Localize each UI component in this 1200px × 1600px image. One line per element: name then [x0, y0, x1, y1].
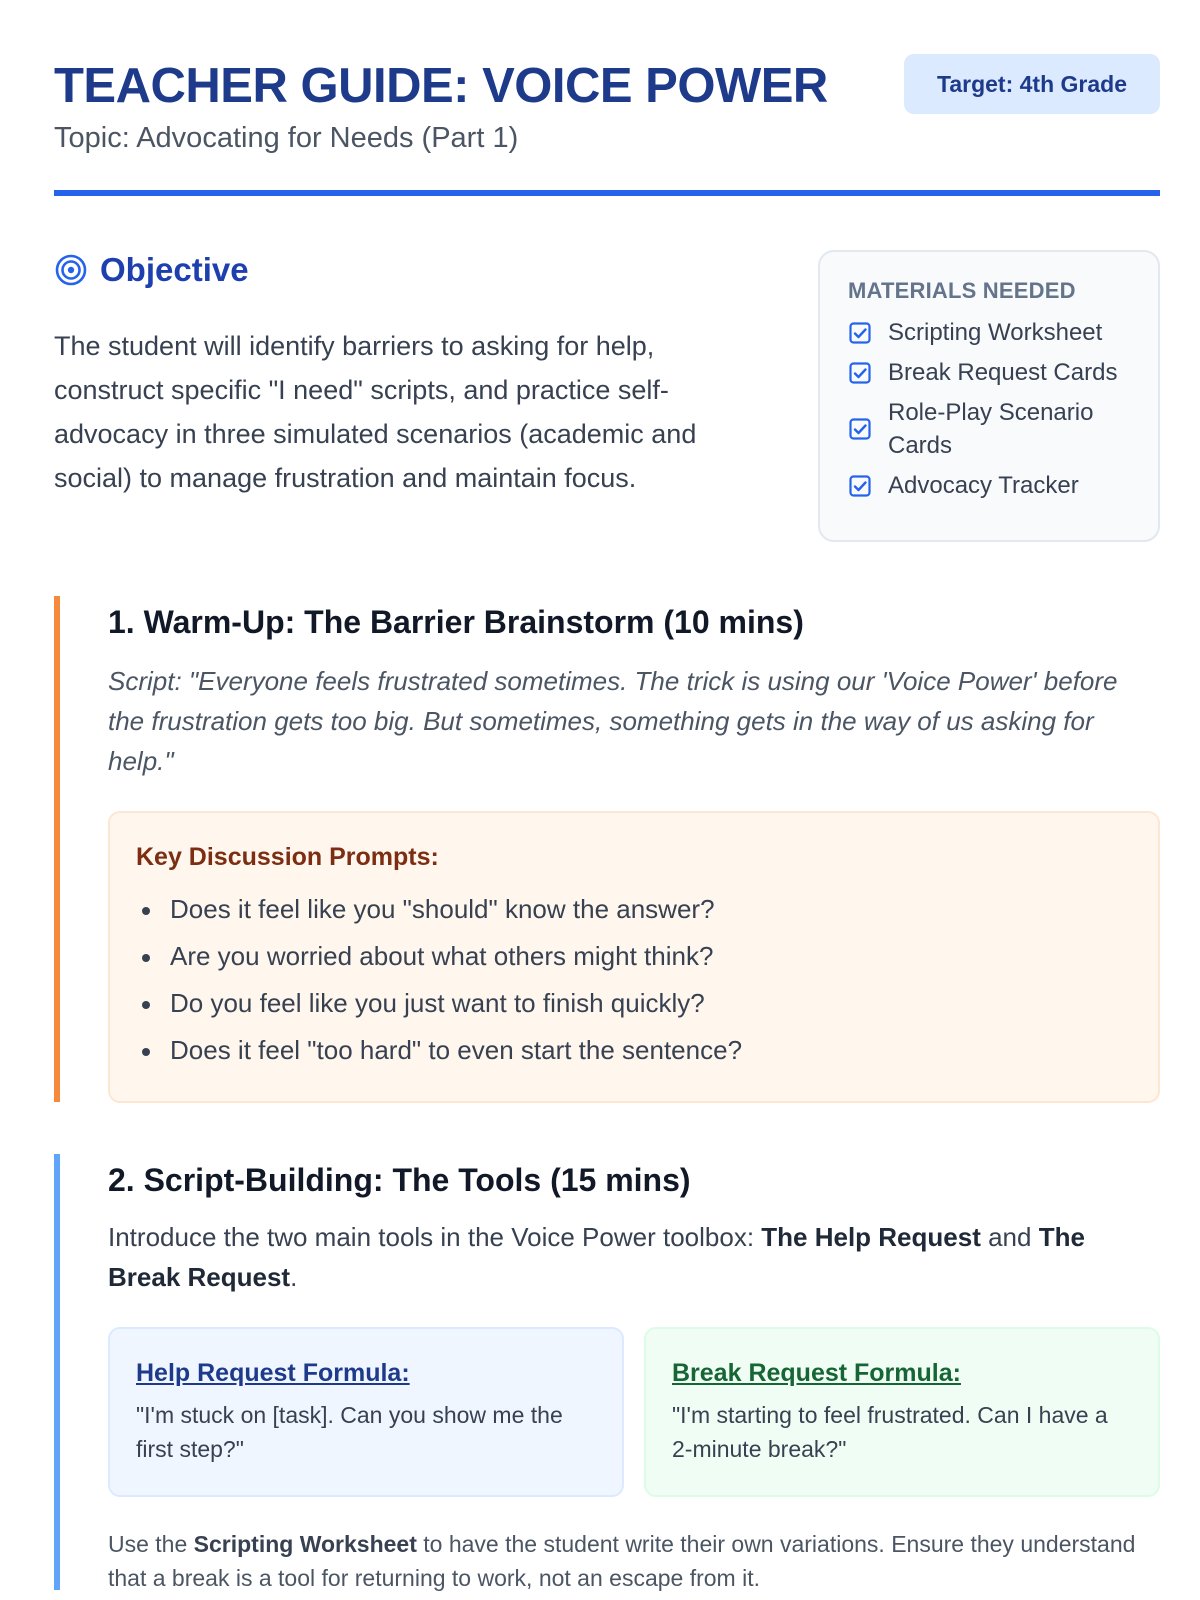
section-intro — [108, 1217, 1160, 1297]
break-formula-card — [644, 1327, 1160, 1497]
note-text: Use the — [108, 1531, 194, 1557]
intro-text: Introduce the two main tools in the Voice Power toolbox: — [108, 1222, 762, 1252]
page-title: TEACHER GUIDE: VOICE POWER — [54, 59, 828, 113]
checkbox-icon — [848, 321, 872, 345]
checkbox-icon — [848, 417, 872, 441]
prompt-item: Does it feel "too hard" to even start the sentence? — [136, 1027, 1132, 1074]
objective-text: The student will identify barriers to asking for help, construct specific "I need" scripts, and practice self-advocacy in three simulated scenarios (academic and social) to manage frustration and maintain focus. — [54, 331, 697, 493]
material-label: Advocacy Tracker — [888, 472, 1079, 499]
formula-cards — [108, 1327, 1160, 1497]
help-formula-title: Help Request Formula: — [136, 1359, 410, 1387]
page-subtitle: Topic: Advocating for Needs (Part 1) — [54, 122, 519, 154]
material-label: Break Request Cards — [888, 359, 1118, 386]
checkbox-icon — [848, 361, 872, 385]
material-item — [848, 316, 1134, 349]
break-formula-title: Break Request Formula: — [672, 1359, 961, 1387]
objective-title: Objective — [100, 251, 249, 288]
intro-break-term: The Break Request — [108, 1222, 1085, 1292]
prompts-list — [136, 886, 1132, 1074]
material-label: Scripting Worksheet — [888, 319, 1103, 346]
materials-panel — [818, 250, 1160, 542]
intro-help-term: The Help Request — [761, 1222, 981, 1252]
prompt-item: Do you feel like you just want to finish quickly? — [136, 980, 1132, 1027]
checkbox-icon — [848, 474, 872, 498]
material-item — [848, 356, 1134, 389]
target-icon — [54, 253, 88, 287]
note-worksheet-term: Scripting Worksheet — [193, 1531, 417, 1557]
material-item — [848, 396, 1134, 462]
intro-text: and — [980, 1222, 1039, 1252]
help-formula-text: "I'm stuck on [task]. Can you show me the first step?" — [136, 1402, 563, 1462]
worksheet-note — [108, 1527, 1160, 1595]
prompt-item: Are you worried about what others might think? — [136, 933, 1132, 980]
prompt-item: Does it feel like you "should" know the answer? — [136, 886, 1132, 933]
note-text: to have the student write their own variations. Ensure they understand that a break is a tool for returning to work, not an escape from it. — [108, 1531, 1136, 1591]
section-title: 1. Warm-Up: The Barrier Brainstorm (10 mins) — [108, 604, 804, 640]
intro-text: . — [290, 1262, 298, 1292]
materials-title: MATERIALS NEEDED — [848, 278, 1076, 303]
objective-heading — [54, 250, 249, 290]
discussion-prompts-box — [108, 811, 1160, 1103]
prompts-title: Key Discussion Prompts: — [136, 843, 439, 871]
break-formula-text: "I'm starting to feel frustrated. Can I have a 2-minute break?" — [672, 1402, 1108, 1462]
script-building-section — [54, 1154, 1160, 1590]
warmup-section — [54, 596, 1160, 1102]
help-formula-card — [108, 1327, 624, 1497]
grade-badge: Target: 4th Grade — [904, 54, 1160, 114]
material-item — [848, 469, 1134, 502]
teacher-script: Script: "Everyone feels frustrated sometimes. The trick is using our 'Voice Power' before the frustration gets too big. But sometimes, something gets in the way of us asking for help." — [108, 666, 1118, 776]
page-header — [54, 50, 1160, 196]
section-title: 2. Script-Building: The Tools (15 mins) — [108, 1162, 691, 1198]
material-label: Role-Play Scenario Cards — [888, 399, 1094, 459]
